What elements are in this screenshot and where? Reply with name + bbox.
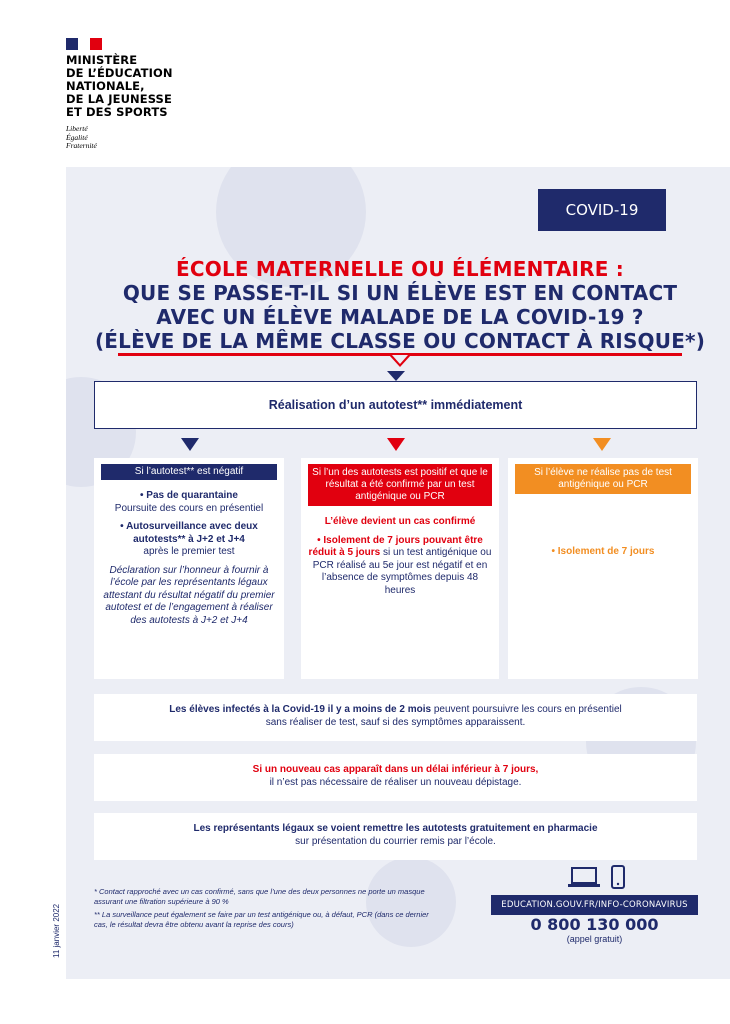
info-box-new-case: Si un nouveau cas apparaît dans un délai inférieur à 7 jours, il n’est pas nécessaire de réaliser un nouveau dépistage. — [94, 754, 697, 801]
footnote: ** La surveillance peut également se faire par un test antigénique ou, à défaut, PCR (dans ce dernier cas, le résultat devra être obtenu avant la reprise des cours) — [94, 910, 429, 929]
ministry-logo — [66, 38, 206, 151]
footnote: * Contact rapproché avec un cas confirmé, sans que l’une des deux personnes ne porte un masque assurant une filtration supérieure à 90 % — [94, 887, 425, 906]
list-item: • Isolement de 7 jours — [551, 546, 655, 557]
laptop-icon — [567, 867, 601, 889]
phone-note: (appel gratuit) — [566, 934, 623, 944]
chevron-down-icon — [387, 371, 405, 381]
publication-date: 11 janvier 2022 — [52, 903, 61, 958]
arrow-down-icon — [181, 438, 199, 451]
republic-motto: Liberté Égalité Fraternité — [66, 124, 97, 150]
ministry-name: MINISTÈRE DE L’ÉDUCATION NATIONALE, DE LA JEUNESSE ET DES SPORTS — [66, 53, 173, 119]
list-item: • Isolement de 7 jours pouvant être réduit à 5 jours si un test antigénique ou PCR réalisé au 5e jour est négatif et en l’absence de symptômes depuis 48 heures — [308, 534, 492, 596]
phone-number[interactable]: 0 800 130 000 — [530, 915, 659, 934]
autotest-step: Réalisation d’un autotest** immédiatement — [94, 381, 697, 429]
arrow-down-icon — [387, 438, 405, 451]
column-positive — [301, 458, 499, 679]
arrow-down-icon — [593, 438, 611, 451]
column-header: Si l’élève ne réalise pas de test antigénique ou PCR — [515, 464, 691, 494]
declaration-note: Déclaration sur l’honneur à fournir à l’école par les représentants légaux attestant du résultat négatif du premier autotest et de l’engagement à réaliser des autotests à J+2 et J+4 — [103, 564, 275, 626]
list-item: • Pas de quarantaine Poursuite des cours en présentiel — [114, 490, 264, 514]
column-header: Si l’un des autotests est positif et que le résultat a été confirmé par un test antigénique ou PCR — [308, 464, 492, 506]
footnotes — [94, 887, 434, 933]
info-box-infected: Les élèves infectés à la Covid-19 il y a moins de 2 mois peuvent poursuivre les cours en présentiel sans réaliser de test, sauf si des symptômes apparaissent. — [94, 694, 697, 741]
list-item: • Autosurveillance avec deux autotests** à J+2 et J+4 après le premier test — [120, 521, 258, 557]
page-title: ÉCOLE MATERNELLE OU ÉLÉMENTAIRE : QUE SE PASSE-T-IL SI UN ÉLÈVE EST EN CONTACT AVEC UN ÉLÈVE MALADE DE LA COVID-19 ? (ÉLÈVE DE LA MÊME CLASSE OU CONTACT À RISQUE*) — [94, 257, 706, 353]
column-negative — [94, 458, 284, 679]
smartphone-icon — [611, 865, 625, 889]
status-text: L’élève devient un cas confirmé — [324, 516, 476, 527]
column-no-test — [508, 458, 698, 679]
french-flag-icon — [66, 38, 102, 50]
devices — [567, 865, 625, 889]
covid-tag: COVID-19 — [538, 189, 666, 231]
info-box-pharmacy: Les représentants légaux se voient remettre les autotests gratuitement en pharmacie sur présentation du courrier remis par l’école. — [94, 813, 697, 860]
title-chevron-inner — [392, 355, 408, 364]
info-url-link[interactable]: EDUCATION.GOUV.FR/INFO-CORONAVIRUS — [491, 895, 698, 915]
column-header: Si l’autotest** est négatif — [101, 464, 277, 480]
